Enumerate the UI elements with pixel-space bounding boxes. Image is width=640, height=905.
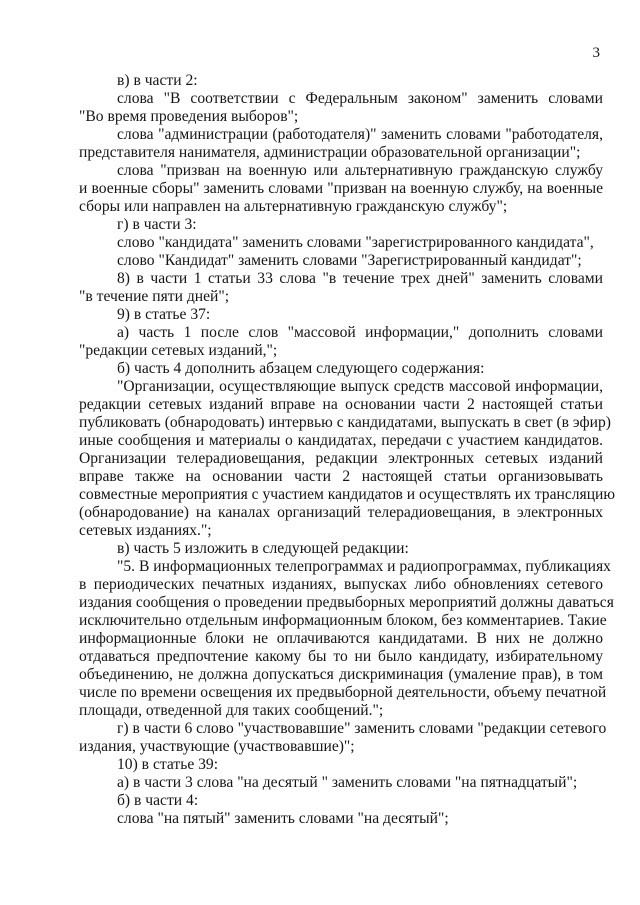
text-line: объединению, не должна допускаться дискриминация (умаление прав), в том <box>79 666 603 683</box>
text-line: г) в части 3: <box>117 216 197 233</box>
text-line: в) в части 2: <box>117 72 198 89</box>
text-line: и военные сборы" заменить словами "призван на военную службу, на военные <box>79 180 603 197</box>
text-line: б) часть 4 дополнить абзацем следующего содержания: <box>117 360 485 377</box>
text-line: отдаваться предпочтение какому бы то ни было кандидату, избирательному <box>79 648 603 665</box>
text-line: слова "администрации (работодателя)" заменить словами "работодателя, <box>117 126 603 143</box>
text-line: Организации телерадиовещания, редакции электронных сетевых изданий <box>79 450 603 467</box>
document-body <box>79 72 616 828</box>
text-line: издания, участвующие (участвовавшие)"; <box>79 738 355 755</box>
text-line: слово "кандидата" заменить словами "зарегистрированного кандидата", <box>117 234 594 251</box>
page-number: 3 <box>592 45 600 61</box>
text-line: (обнародование) на каналах организаций телерадиовещания, в электронных <box>79 504 603 521</box>
text-line: информационные блоки не оплачиваются кандидатами. В них не должно <box>79 630 603 647</box>
text-line: площади, отведенной для таких сообщений."; <box>79 702 384 719</box>
text-line: в периодических печатных изданиях, выпусках либо обновлениях сетевого <box>79 576 603 593</box>
text-line: издания сообщения о проведении предвыборных мероприятий должны даваться <box>79 594 614 611</box>
text-line: слова "на пятый" заменить словами "на десятый"; <box>117 810 449 827</box>
text-line: совместные мероприятия с участием кандидатов и осуществлять их трансляцию <box>79 486 616 503</box>
text-line: числе по времени освещения их предвыборной деятельности, объему печатной <box>79 684 607 701</box>
text-line: слова "В соответствии с Федеральным законом" заменить словами <box>117 90 603 107</box>
text-line: 8) в части 1 статьи 33 слова "в течение трех дней" заменить словами <box>117 270 603 287</box>
text-line: слово "Кандидат" заменить словами "Зарегистрированный кандидат"; <box>117 252 582 269</box>
text-line: "Организации, осуществляющие выпуск средств массовой информации, <box>117 378 603 395</box>
text-line: иные сообщения и материалы о кандидатах, передачи с участием кандидатов. <box>79 432 603 449</box>
text-line: "в течение пяти дней"; <box>79 288 230 305</box>
text-line: 9) в статье 37: <box>117 306 211 323</box>
text-line: б) в части 4: <box>117 792 199 809</box>
text-line: а) часть 1 после слов "массовой информации," дополнить словами <box>117 324 603 341</box>
text-line: публиковать (обнародовать) интервью с кандидатами, выпускать в свет (в эфир) <box>79 414 611 431</box>
text-line: сетевых изданиях."; <box>79 522 212 539</box>
text-line: "редакции сетевых изданий,"; <box>79 342 278 359</box>
text-line: редакции сетевых изданий вправе на основании части 2 настоящей статьи <box>79 396 603 413</box>
text-line: а) в части 3 слова "на десятый " заменить словами "на пятнадцатый"; <box>117 774 578 791</box>
text-line: вправе также на основании части 2 настоящей статьи организовывать <box>79 468 603 485</box>
text-line: "Во время проведения выборов"; <box>79 108 299 125</box>
text-line: "5. В информационных телепрограммах и радиопрограммах, публикациях <box>117 558 611 575</box>
text-line: слова "призван на военную или альтернативную гражданскую службу <box>117 162 603 179</box>
text-line: исключительно отдельным информационным блоком, без комментариев. Такие <box>79 612 607 629</box>
text-line: сборы или направлен на альтернативную гражданскую службу"; <box>79 198 508 215</box>
text-line: 10) в статье 39: <box>117 756 219 773</box>
text-line: представителя нанимателя, администрации образовательной организации"; <box>79 144 581 161</box>
text-line: в) часть 5 изложить в следующей редакции: <box>117 540 409 557</box>
text-line: г) в части 6 слово "участвовавшие" заменить словами "редакции сетевого <box>117 720 607 737</box>
